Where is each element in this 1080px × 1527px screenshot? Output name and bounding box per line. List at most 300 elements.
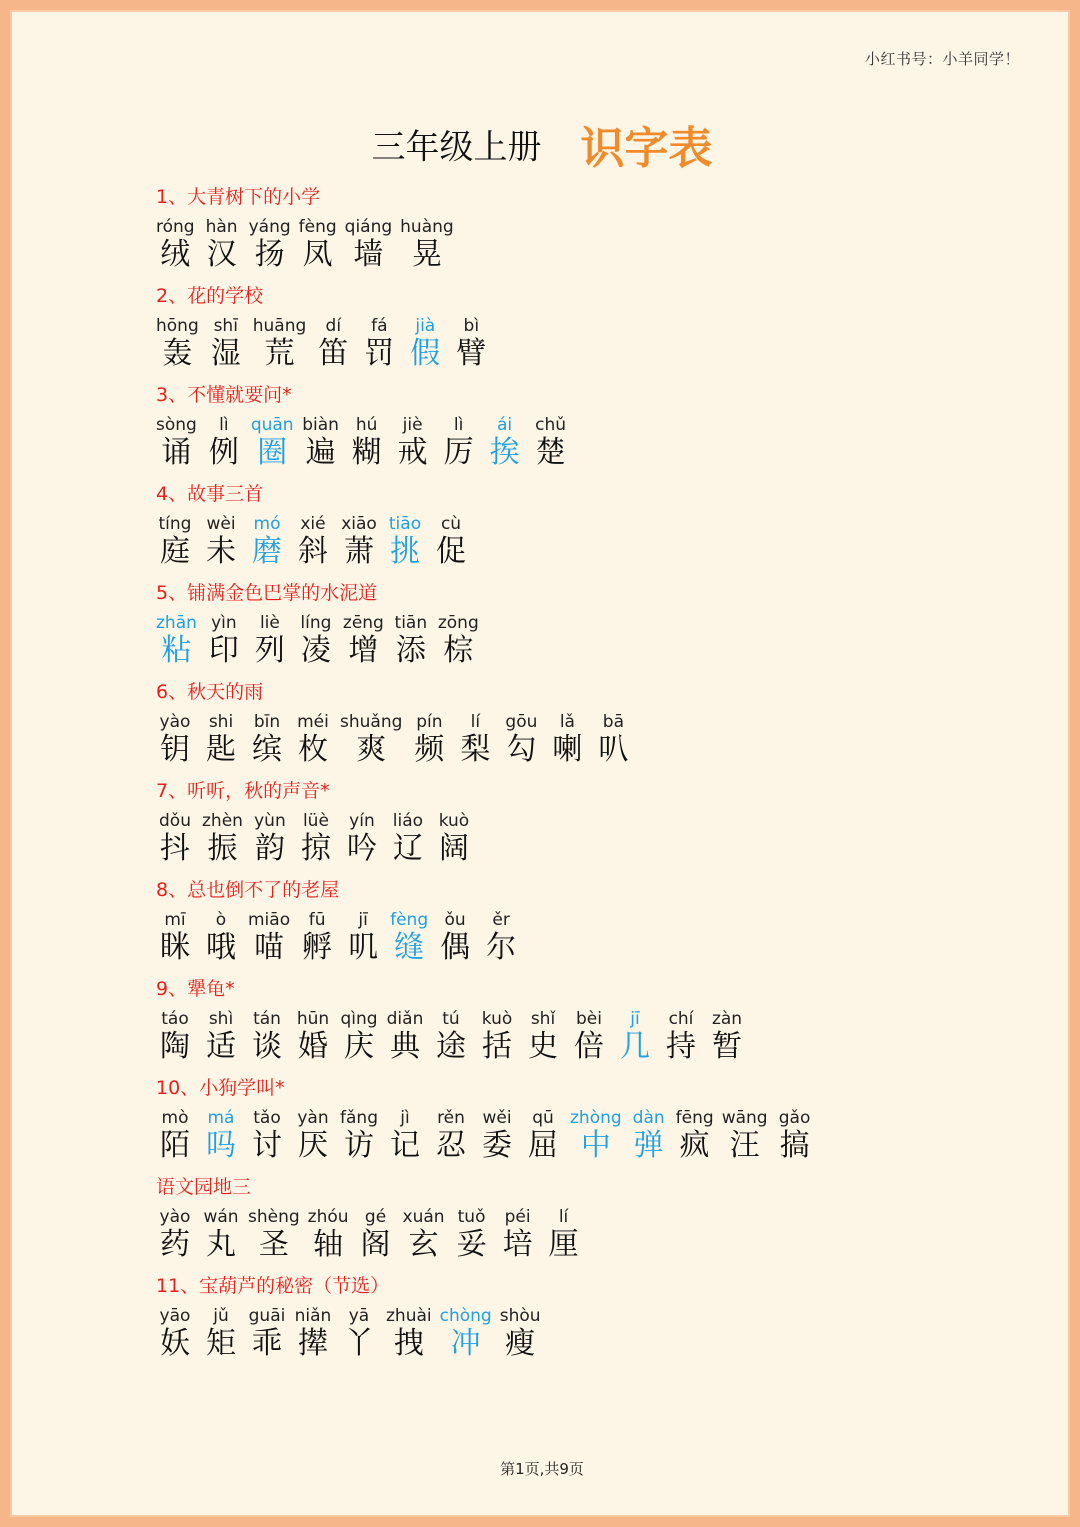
pinyin-label: qìng	[340, 1009, 378, 1029]
character-cell	[340, 1008, 378, 1064]
hanzi-character: 增	[348, 633, 379, 668]
hanzi-character: 叽	[348, 930, 379, 965]
character-cell	[156, 414, 197, 470]
character-cell	[410, 711, 448, 767]
pinyin-label: hú	[355, 415, 378, 435]
lesson-title: 7、听听，秋的声音*	[156, 780, 330, 802]
character-cell	[251, 612, 289, 668]
pinyin-label: yín	[349, 811, 375, 831]
character-cell	[202, 1107, 240, 1163]
hanzi-character: 轴	[313, 1227, 344, 1262]
pinyin-label: zhèn	[202, 811, 243, 831]
pinyin-label: tú	[442, 1009, 460, 1029]
pinyin-label: fá	[371, 316, 388, 336]
character-cell	[156, 513, 194, 569]
lesson-section	[156, 380, 1056, 479]
pinyin-label: táo	[161, 1009, 189, 1029]
hanzi-character: 偶	[440, 930, 471, 965]
hanzi-character: 矩	[206, 1326, 236, 1361]
character-cell	[308, 1206, 349, 1262]
pinyin-label: hūn	[296, 1009, 330, 1029]
hanzi-character: 药	[160, 1227, 190, 1262]
character-cell	[386, 1305, 432, 1361]
hanzi-character: 促	[436, 534, 466, 569]
hanzi-character: 未	[206, 534, 236, 569]
pinyin-label: ěr	[492, 910, 510, 930]
lesson-title: 10、小狗学叫*	[156, 1077, 285, 1099]
character-cell	[676, 1107, 714, 1163]
pinyin-label: biàn	[302, 415, 339, 435]
hanzi-character: 凤	[302, 237, 333, 272]
character-cell	[343, 612, 384, 668]
hanzi-character: 诵	[161, 435, 192, 470]
lesson-title: 11、宝葫芦的秘密（节选）	[156, 1275, 390, 1297]
hanzi-character: 吗	[206, 1128, 236, 1163]
character-cell	[532, 414, 570, 470]
pinyin-label: zàn	[711, 1009, 743, 1029]
pinyin-label: ái	[497, 415, 513, 435]
pinyin-label: shi	[208, 712, 234, 732]
pinyin-label: dí	[325, 316, 342, 336]
hanzi-character: 括	[482, 1029, 512, 1064]
hanzi-character: 扬	[254, 237, 285, 272]
character-row	[156, 1206, 1056, 1262]
pinyin-label: liè	[259, 613, 280, 633]
lesson-title: 5、铺满金色巴掌的水泥道	[156, 582, 378, 604]
pinyin-label: qū	[532, 1108, 554, 1128]
hanzi-character: 撵	[298, 1326, 328, 1361]
lesson-title: 6、秋天的雨	[156, 681, 264, 703]
pinyin-label: zhān	[156, 613, 197, 633]
character-cell	[348, 414, 386, 470]
hanzi-character: 臂	[456, 336, 487, 371]
pinyin-label: gǎo	[778, 1108, 811, 1128]
hanzi-character: 汉	[206, 237, 237, 272]
hanzi-character: 访	[344, 1128, 374, 1163]
character-cell	[297, 810, 335, 866]
hanzi-character: 印	[208, 633, 239, 668]
character-cell	[340, 1107, 378, 1163]
pinyin-label: méi	[297, 712, 329, 732]
hanzi-character: 缝	[394, 930, 425, 965]
hanzi-character: 屈	[528, 1128, 558, 1163]
hanzi-character: 匙	[206, 732, 236, 767]
character-cell	[594, 711, 632, 767]
hanzi-character: 几	[620, 1029, 650, 1064]
pinyin-label: mò	[161, 1108, 189, 1128]
hanzi-character: 圈	[257, 435, 288, 470]
hanzi-character: 谈	[252, 1029, 282, 1064]
character-cell	[207, 315, 245, 371]
hanzi-character: 吟	[346, 831, 377, 866]
hanzi-character: 棕	[443, 633, 474, 668]
pinyin-label: fèng	[298, 217, 337, 237]
hanzi-character: 掠	[300, 831, 331, 866]
character-row	[156, 909, 1056, 965]
pinyin-label: tán	[253, 1009, 281, 1029]
hanzi-character: 振	[207, 831, 238, 866]
character-cell	[156, 1008, 194, 1064]
pinyin-label: niǎn	[294, 1306, 332, 1326]
pinyin-label: kuò	[438, 811, 470, 831]
pinyin-label: quān	[250, 415, 294, 435]
pinyin-label: lì	[453, 415, 464, 435]
hanzi-character: 添	[395, 633, 426, 668]
pinyin-label: chǔ	[535, 415, 567, 435]
character-row	[156, 513, 1056, 569]
pinyin-label: bā	[602, 712, 624, 732]
lesson-section	[156, 1271, 1056, 1370]
pinyin-label: lüè	[302, 811, 329, 831]
hanzi-character: 绒	[160, 237, 191, 272]
character-cell	[662, 1008, 700, 1064]
hanzi-character: 湿	[210, 336, 241, 371]
hanzi-character: 笛	[318, 336, 349, 371]
lesson-section	[156, 1172, 1056, 1271]
hanzi-character: 中	[580, 1128, 611, 1163]
hanzi-character: 列	[254, 633, 285, 668]
character-cell	[499, 1206, 537, 1262]
character-cell	[486, 414, 524, 470]
character-cell	[548, 711, 586, 767]
character-cell	[452, 315, 490, 371]
lesson-list	[156, 182, 1056, 1370]
character-cell	[156, 810, 194, 866]
pinyin-label: fǎng	[340, 1108, 378, 1128]
character-cell	[248, 711, 286, 767]
lesson-title: 2、花的学校	[156, 285, 264, 307]
hanzi-character: 叭	[598, 732, 629, 767]
pinyin-label: ǒu	[444, 910, 466, 930]
character-cell	[440, 1305, 492, 1361]
pinyin-label: shuǎng	[340, 712, 403, 732]
character-cell	[294, 1107, 332, 1163]
pinyin-label: tǎo	[253, 1108, 281, 1128]
character-cell	[248, 1008, 286, 1064]
hanzi-character: 途	[436, 1029, 466, 1064]
pinyin-label: zhóu	[307, 1207, 349, 1227]
hanzi-character: 楚	[535, 435, 566, 470]
character-cell	[456, 711, 494, 767]
character-cell	[478, 1008, 516, 1064]
character-cell	[294, 711, 332, 767]
pinyin-label: fèng	[390, 910, 429, 930]
character-cell	[299, 216, 337, 272]
character-row	[156, 1107, 1056, 1163]
hanzi-character: 粘	[161, 633, 192, 668]
character-cell	[500, 1305, 541, 1361]
pinyin-label: gōu	[505, 712, 538, 732]
hanzi-character: 缤	[252, 732, 282, 767]
character-cell	[205, 612, 243, 668]
pinyin-label: tiāo	[388, 514, 422, 534]
character-cell	[156, 711, 194, 767]
pinyin-label: sòng	[156, 415, 197, 435]
hanzi-character: 钥	[160, 732, 190, 767]
character-row	[156, 1008, 1056, 1064]
character-cell	[249, 216, 291, 272]
pinyin-label: miāo	[248, 910, 291, 930]
character-cell	[432, 1008, 470, 1064]
pinyin-label: wán	[203, 1207, 239, 1227]
character-cell	[436, 909, 474, 965]
pinyin-label: lí	[470, 712, 481, 732]
pinyin-label: kuò	[481, 1009, 513, 1029]
character-row	[156, 216, 1056, 272]
pinyin-label: shī	[213, 316, 238, 336]
hanzi-character: 适	[206, 1029, 236, 1064]
hanzi-character: 抖	[160, 831, 190, 866]
lesson-section	[156, 281, 1056, 380]
page-title-accent: 识字表	[580, 123, 713, 174]
hanzi-character: 圣	[258, 1227, 289, 1262]
page-title	[12, 112, 1072, 176]
hanzi-character: 凌	[300, 633, 331, 668]
character-cell	[156, 1305, 194, 1361]
pinyin-label: jiè	[402, 415, 423, 435]
character-cell	[202, 1305, 240, 1361]
character-cell	[248, 1107, 286, 1163]
pinyin-label: zēng	[342, 613, 384, 633]
pinyin-label: huàng	[400, 217, 454, 237]
pinyin-label: xiāo	[341, 514, 377, 534]
character-cell	[156, 315, 199, 371]
character-cell	[340, 711, 402, 767]
character-cell	[394, 414, 432, 470]
pinyin-label: mó	[253, 514, 281, 534]
character-cell	[343, 810, 381, 866]
pinyin-label: bīn	[253, 712, 281, 732]
pinyin-label: yùn	[254, 811, 286, 831]
character-cell	[478, 1107, 516, 1163]
pinyin-label: jī	[630, 1009, 640, 1029]
character-cell	[248, 1305, 286, 1361]
character-cell	[156, 612, 197, 668]
hanzi-character: 频	[414, 732, 445, 767]
character-cell	[386, 1008, 424, 1064]
character-row	[156, 1305, 1056, 1361]
hanzi-character: 史	[528, 1029, 558, 1064]
hanzi-character: 记	[390, 1128, 420, 1163]
pinyin-label: jǔ	[213, 1306, 229, 1326]
lesson-title: 1、大青树下的小学	[156, 186, 321, 208]
pinyin-label: wěi	[482, 1108, 512, 1128]
pinyin-label: wāng	[721, 1108, 768, 1128]
hanzi-character: 陶	[160, 1029, 190, 1064]
pinyin-label: péi	[504, 1207, 531, 1227]
hanzi-character: 喇	[552, 732, 583, 767]
pinyin-label: dǒu	[159, 811, 191, 831]
lesson-title: 语文园地三	[156, 1176, 252, 1198]
pinyin-label: diǎn	[386, 1009, 424, 1029]
hanzi-character: 汪	[729, 1128, 760, 1163]
character-cell	[630, 1107, 668, 1163]
character-cell	[386, 513, 424, 569]
pinyin-label: shǐ	[530, 1009, 556, 1029]
lesson-section	[156, 479, 1056, 578]
hanzi-character: 疯	[679, 1128, 710, 1163]
character-cell	[389, 810, 427, 866]
hanzi-character: 阔	[438, 831, 469, 866]
hanzi-character: 妥	[456, 1227, 487, 1262]
lesson-title: 3、不懂就要问*	[156, 384, 292, 406]
hanzi-character: 哦	[206, 930, 236, 965]
character-cell	[386, 1107, 424, 1163]
document-page	[10, 10, 1070, 1517]
pinyin-label: yāo	[159, 1306, 191, 1326]
character-cell	[314, 315, 352, 371]
pinyin-label: cù	[440, 514, 462, 534]
character-cell	[392, 612, 430, 668]
pinyin-label: tuǒ	[457, 1207, 486, 1227]
character-cell	[251, 810, 289, 866]
pinyin-label: shòu	[499, 1306, 541, 1326]
character-cell	[156, 216, 195, 272]
hanzi-character: 玄	[408, 1227, 439, 1262]
character-cell	[482, 909, 520, 965]
hanzi-character: 婚	[298, 1029, 328, 1064]
character-cell	[248, 909, 290, 965]
character-row	[156, 711, 1056, 767]
hanzi-character: 弹	[633, 1128, 664, 1163]
character-cell	[251, 414, 294, 470]
character-cell	[294, 513, 332, 569]
character-cell	[345, 216, 393, 272]
character-cell	[453, 1206, 491, 1262]
pinyin-label: mī	[164, 910, 186, 930]
character-cell	[360, 315, 398, 371]
character-cell	[440, 414, 478, 470]
pinyin-label: líng	[300, 613, 332, 633]
pinyin-label: bèi	[576, 1009, 602, 1029]
pinyin-label: zōng	[437, 613, 479, 633]
pinyin-label: xié	[300, 514, 326, 534]
character-cell	[248, 1206, 300, 1262]
character-cell	[248, 513, 286, 569]
hanzi-character: 陌	[160, 1128, 190, 1163]
character-row	[156, 414, 1056, 470]
hanzi-character: 暂	[712, 1029, 742, 1064]
hanzi-character: 庆	[344, 1029, 374, 1064]
pinyin-label: má	[207, 1108, 235, 1128]
character-cell	[344, 909, 382, 965]
pinyin-label: yào	[159, 1207, 191, 1227]
pinyin-label: dàn	[632, 1108, 665, 1128]
pinyin-label: hōng	[156, 316, 199, 336]
hanzi-character: 培	[502, 1227, 533, 1262]
character-cell	[202, 1008, 240, 1064]
pinyin-label: bì	[463, 316, 480, 336]
hanzi-character: 喵	[254, 930, 285, 965]
character-cell	[340, 513, 378, 569]
hanzi-character: 搞	[779, 1128, 810, 1163]
hanzi-character: 磨	[252, 534, 282, 569]
hanzi-character: 墙	[353, 237, 384, 272]
character-cell	[205, 414, 243, 470]
character-cell	[435, 810, 473, 866]
hanzi-character: 晃	[411, 237, 442, 272]
hanzi-character: 厌	[298, 1128, 328, 1163]
character-cell	[297, 612, 335, 668]
hanzi-character: 尔	[486, 930, 517, 965]
pinyin-label: xuán	[402, 1207, 445, 1227]
pinyin-label: guāi	[248, 1306, 286, 1326]
character-cell	[202, 711, 240, 767]
hanzi-character: 勾	[506, 732, 537, 767]
pinyin-label: yáng	[248, 217, 291, 237]
hanzi-character: 委	[482, 1128, 512, 1163]
hanzi-character: 妖	[160, 1326, 190, 1361]
hanzi-character: 倍	[574, 1029, 604, 1064]
hanzi-character: 眯	[160, 930, 190, 965]
hanzi-character: 萧	[344, 534, 374, 569]
pinyin-label: yā	[348, 1306, 370, 1326]
hanzi-character: 讨	[252, 1128, 282, 1163]
character-cell	[400, 216, 454, 272]
pinyin-label: rěn	[437, 1108, 465, 1128]
character-cell	[406, 315, 444, 371]
hanzi-character: 罚	[364, 336, 395, 371]
pinyin-label: gé	[364, 1207, 387, 1227]
hanzi-character: 枚	[298, 732, 328, 767]
character-cell	[298, 909, 336, 965]
page-title-main: 三年级上册	[371, 127, 542, 168]
hanzi-character: 丸	[206, 1227, 236, 1262]
character-cell	[502, 711, 540, 767]
hanzi-character: 梨	[460, 732, 491, 767]
pinyin-label: lǎ	[559, 712, 575, 732]
character-cell	[340, 1305, 378, 1361]
hanzi-character: 戒	[397, 435, 428, 470]
character-cell	[202, 1206, 240, 1262]
pinyin-label: shèng	[248, 1207, 300, 1227]
character-cell	[545, 1206, 583, 1262]
hanzi-character: 忍	[436, 1128, 466, 1163]
character-cell	[616, 1008, 654, 1064]
hanzi-character: 典	[390, 1029, 420, 1064]
character-cell	[570, 1107, 622, 1163]
pinyin-label: fēng	[675, 1108, 714, 1128]
character-cell	[156, 1107, 194, 1163]
lesson-section	[156, 677, 1056, 776]
hanzi-character: 遍	[305, 435, 336, 470]
pinyin-label: lì	[219, 415, 229, 435]
hanzi-character: 瘦	[505, 1326, 536, 1361]
lesson-section	[156, 1073, 1056, 1172]
hanzi-character: 丫	[344, 1326, 374, 1361]
character-cell	[708, 1008, 746, 1064]
character-cell	[524, 1008, 562, 1064]
hanzi-character: 挑	[390, 534, 420, 569]
lesson-title: 9、犟龟*	[156, 978, 235, 1000]
hanzi-character: 假	[410, 336, 441, 371]
pinyin-label: shì	[208, 1009, 234, 1029]
pinyin-label: chòng	[439, 1306, 492, 1326]
hanzi-character: 斜	[298, 534, 328, 569]
character-cell	[294, 1008, 332, 1064]
pinyin-label: huāng	[252, 316, 307, 336]
pinyin-label: liáo	[392, 811, 424, 831]
pinyin-label: jì	[400, 1108, 410, 1128]
hanzi-character: 阁	[360, 1227, 391, 1262]
character-cell	[202, 513, 240, 569]
pinyin-label: róng	[156, 217, 195, 237]
hanzi-character: 乖	[252, 1326, 282, 1361]
character-cell	[156, 909, 194, 965]
hanzi-character: 挨	[489, 435, 520, 470]
character-row	[156, 315, 1056, 371]
hanzi-character: 轰	[162, 336, 193, 371]
